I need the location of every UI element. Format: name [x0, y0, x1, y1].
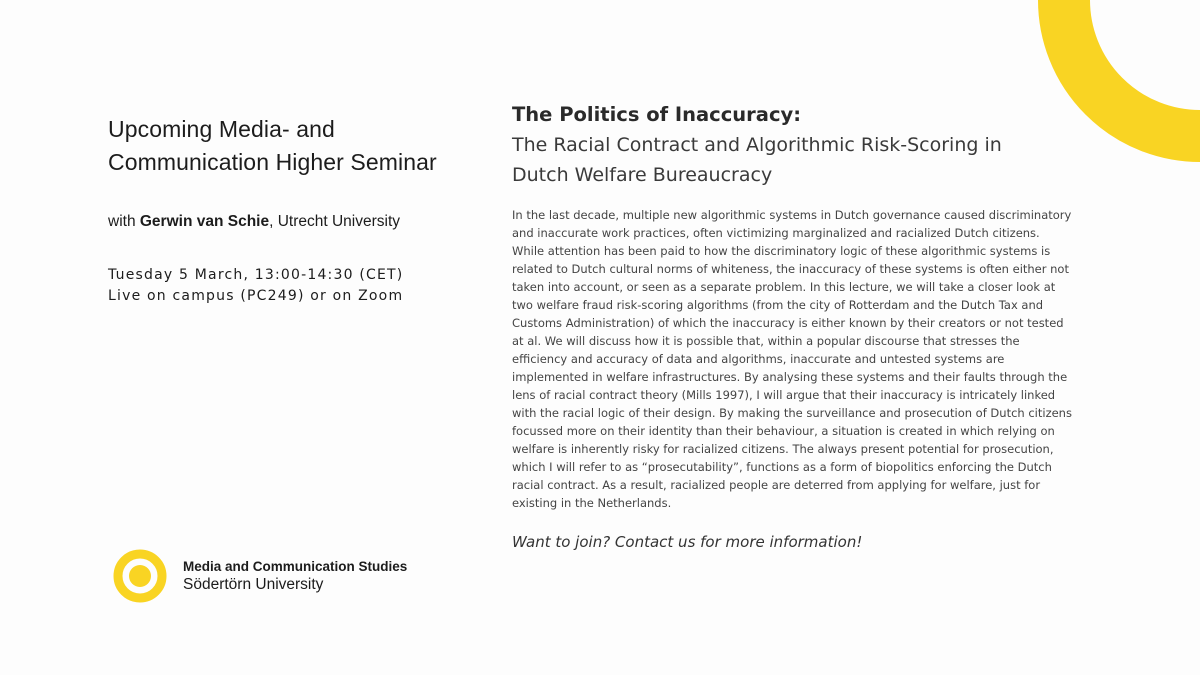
university-logo	[110, 546, 407, 606]
event-info	[108, 265, 438, 307]
speaker-affiliation: , Utrecht University	[269, 213, 401, 230]
seminar-info	[108, 113, 438, 307]
logo-text	[183, 558, 407, 594]
speaker-line	[108, 211, 438, 233]
speaker-name: Gerwin van Schie	[139, 213, 270, 230]
talk-abstract: In the last decade, multiple new algorithmic systems in Dutch governance caused discriminatory and inaccurate work practices, often victimizing marginalized and racialized Dutch citizens. While attention has been paid to how the discriminatory logic of these algorithmic systems is related to Dutch cultural norms of whiteness, the inaccuracy of these systems is often either not taken into account, or seen as a separate problem. In this lecture, we will take a closer look at two welfare fraud risk-scoring algorithms (from the city of Rotterdam and the Dutch Tax and Customs Administration) of which the inaccuracy is either known by their creators or not tested at al. We will discuss how it is possible that, within a popular discourse that stresses the efficiency and accuracy of data and algorithms, inaccurate and untested systems are implemented in welfare infrastructures. By analysing these systems and their faults through the lens of racial contract theory (Mills 1997), I will argue that their inaccuracy is intricately linked with the racial logic of their design. By making the surveillance and prosecution of Dutch citizens focussed more on their identity than their behaviour, a situation is created in which relying on welfare is inherently risky for racialized citizens. The always present potential for prosecution, which I will refer to as “prosecutability”, functions as a form of biopolitics enforcing the Dutch racial contract. As a result, racialized people are deterred from applying for welfare, just for existing in the Netherlands.	[512, 208, 1072, 510]
talk-details	[512, 100, 1072, 551]
department-name: Media and Communication Studies	[183, 559, 408, 574]
call-to-action: Want to join? Contact us for more information!	[512, 533, 863, 551]
event-location: Live on campus (PC249) or on Zoom	[108, 288, 404, 304]
event-datetime: Tuesday 5 March, 13:00-14:30 (CET)	[108, 267, 404, 283]
talk-title: The Politics of Inaccuracy:	[512, 103, 802, 126]
ring-logo-icon	[110, 546, 170, 606]
university-name: Södertörn University	[183, 576, 324, 593]
seminar-title: Upcoming Media- and Communication Higher Seminar	[108, 116, 437, 175]
talk-subtitle: The Racial Contract and Algorithmic Risk-Scoring in Dutch Welfare Bureaucracy	[512, 134, 1002, 186]
speaker-prefix: with	[108, 213, 140, 230]
